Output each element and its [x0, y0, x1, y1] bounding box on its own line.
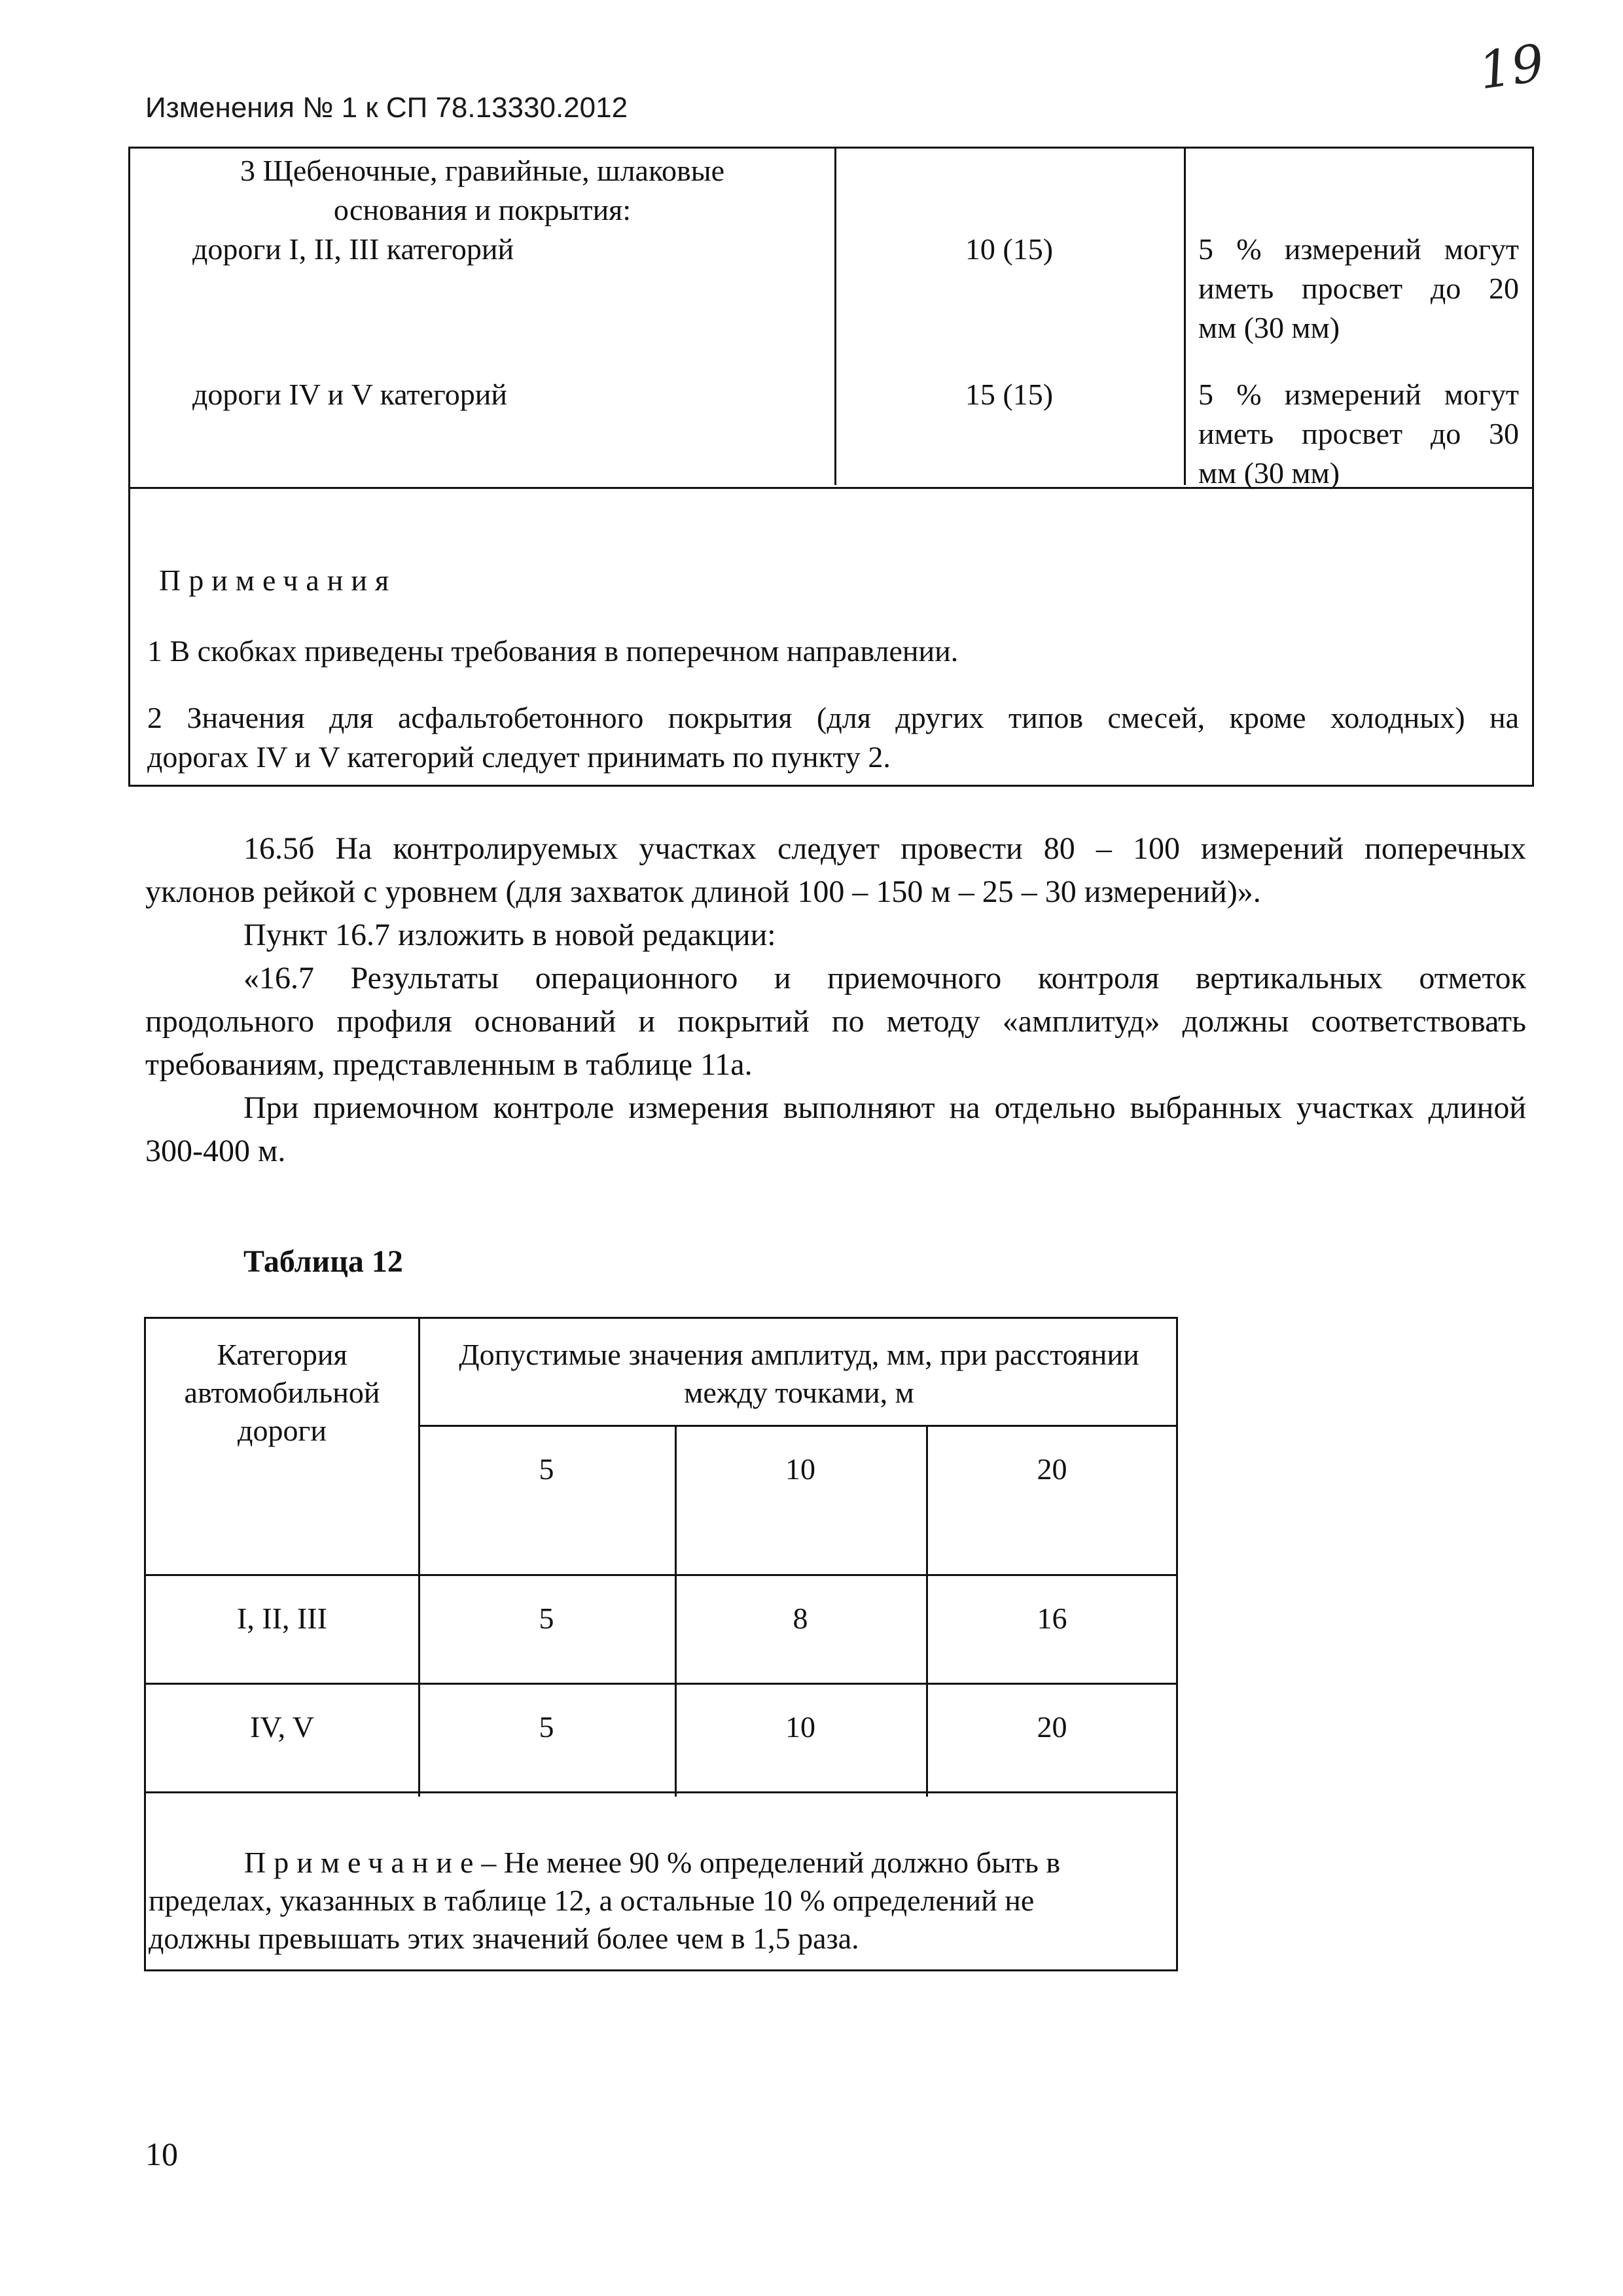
table-divider [146, 1574, 1176, 1576]
table-cell-value: 16 [1037, 1602, 1067, 1635]
table-12-note: Примечание– Не менее 90 % определений должно быть в пределах, указанных в таблице 12, а остальные 10 % определений не должны превышать этих значений более чем в 1,5 раза. [149, 1846, 1061, 1955]
table-row-material: дороги IV и V категорий [192, 378, 507, 411]
handwritten-page-mark: 19 [1475, 33, 1548, 101]
row-category: IV, V [250, 1710, 314, 1744]
table-divider [146, 1791, 1176, 1793]
table-12-title: Таблица 12 [243, 1244, 403, 1279]
table-cell-value: 5 [539, 1602, 554, 1635]
paragraph-16-5b: 16.5б На контролируемых участках следует провести 80 – 100 измерений поперечных уклонов рейкой с уровнем (для захваток длиной 100 – 150 м – 25 – 30 измерений)». [145, 831, 1526, 909]
page-number: 10 [145, 2136, 178, 2172]
table-cell-note: 5 % измерений могут иметь просвет до 30 мм (30 мм) [1198, 378, 1519, 490]
table-cell-value: 10 (15) [965, 232, 1054, 266]
table-cell-value: 15 (15) [965, 378, 1054, 411]
table-cell-value: 5 [539, 1710, 554, 1744]
table-cell-note: 5 % измерений могут иметь просвет до 20 мм (30 мм) [1198, 232, 1519, 344]
table-divider [418, 1425, 1176, 1427]
header-distance: 10 [785, 1452, 815, 1486]
header-category: Категория автомобильной дороги [184, 1338, 380, 1447]
table-12 [144, 1317, 1178, 1971]
table-cell-value: 20 [1037, 1710, 1067, 1744]
table-divider [146, 1683, 1176, 1685]
document-header: Изменения № 1 к СП 78.13330.2012 [145, 92, 628, 124]
row-category: I, II, III [237, 1602, 327, 1635]
table-divider [1184, 149, 1186, 485]
paragraph-instruction: Пункт 16.7 изложить в новой редакции: [243, 918, 776, 952]
table-cell-value: 8 [793, 1602, 808, 1635]
paragraph-16-7: «16.7 Результаты операционного и приемочного контроля вертикальных отметок продольного профиля оснований и покрытий по методу «амплитуд» должны соответствовать требованиям, представленным в таблице 11а. [145, 961, 1526, 1082]
note-label: Примечание [244, 1846, 482, 1879]
header-distance: 5 [539, 1452, 554, 1486]
note-1: 1 В скобках приведены требования в поперечном направлении. [147, 634, 959, 668]
header-distance: 20 [1037, 1452, 1067, 1486]
header-amplitudes: Допустимые значения амплитуд, мм, при расстоянии между точками, м [459, 1338, 1139, 1409]
table-row-material: 3 Щебеночные, гравийные, шлаковые основания и покрытия: дороги I, II, III категорий [192, 154, 725, 266]
notes-title: Примечания [159, 564, 397, 597]
table-divider [834, 149, 836, 485]
table-cell-value: 10 [785, 1710, 815, 1744]
paragraph-acceptance: При приемочном контроле измерения выполняют на отдельно выбранных участках длиной 300-400 м. [145, 1090, 1526, 1168]
note-2: 2 Значения для асфальтобетонного покрытия (для других типов смесей, кроме холодных) на дорогах IV и V категорий следует принимать по пункту 2. [147, 701, 1519, 774]
table-continuation [128, 147, 1534, 787]
